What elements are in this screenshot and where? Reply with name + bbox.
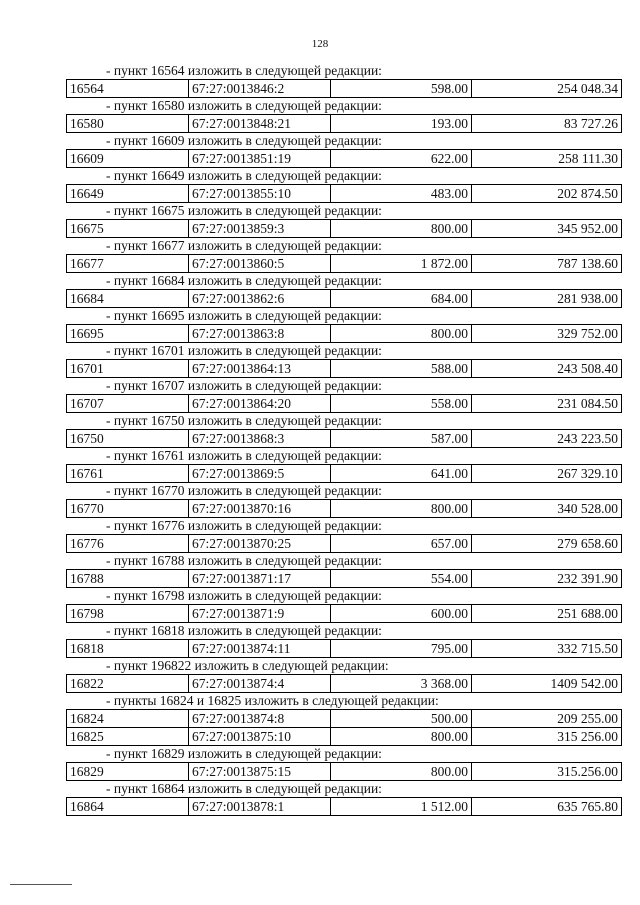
table-row xyxy=(67,535,622,553)
amendment-instruction: - пункт 16864 изложить в следующей редакции: xyxy=(106,781,382,796)
area-cell: 587.00 xyxy=(331,430,472,448)
table-row xyxy=(67,395,622,413)
amendment-table xyxy=(66,499,622,518)
table-row xyxy=(67,675,622,693)
amendment-table xyxy=(66,324,622,343)
cadastral-value-cell: 329 752.00 xyxy=(472,325,622,343)
footnote-separator xyxy=(10,884,72,885)
amendment-instruction: - пункт 16580 изложить в следующей редакции: xyxy=(106,98,382,113)
amendment-instruction: - пункт 16750 изложить в следующей редакции: xyxy=(106,413,382,428)
cadastral-number-cell: 67:27:0013846:2 xyxy=(189,80,331,98)
amendment-instruction: - пункт 16649 изложить в следующей редакции: xyxy=(106,168,382,183)
amendment-instruction: - пункт 16677 изложить в следующей редакции: xyxy=(106,238,382,253)
cadastral-number-cell: 67:27:0013869:5 xyxy=(189,465,331,483)
amendment-table xyxy=(66,429,622,448)
table-row xyxy=(67,115,622,133)
amendment-table xyxy=(66,114,622,133)
amendment-instruction: - пункт 16788 изложить в следующей редакции: xyxy=(106,553,382,568)
cadastral-value-cell: 232 391.90 xyxy=(472,570,622,588)
amendment-table xyxy=(66,534,622,553)
item-number-cell: 16864 xyxy=(67,798,189,816)
amendment-table xyxy=(66,79,622,98)
item-number-cell: 16829 xyxy=(67,763,189,781)
cadastral-number-cell: 67:27:0013874:8 xyxy=(189,710,331,728)
area-cell: 800.00 xyxy=(331,728,472,746)
area-cell: 800.00 xyxy=(331,763,472,781)
item-number-cell: 16580 xyxy=(67,115,189,133)
area-cell: 795.00 xyxy=(331,640,472,658)
area-cell: 641.00 xyxy=(331,465,472,483)
table-row xyxy=(67,80,622,98)
area-cell: 622.00 xyxy=(331,150,472,168)
item-number-cell: 16707 xyxy=(67,395,189,413)
cadastral-number-cell: 67:27:0013870:16 xyxy=(189,500,331,518)
table-row xyxy=(67,710,622,728)
table-row xyxy=(67,360,622,378)
area-cell: 554.00 xyxy=(331,570,472,588)
item-number-cell: 16761 xyxy=(67,465,189,483)
item-number-cell: 16770 xyxy=(67,500,189,518)
cadastral-number-cell: 67:27:0013855:10 xyxy=(189,185,331,203)
amendment-table xyxy=(66,709,622,746)
item-number-cell: 16701 xyxy=(67,360,189,378)
area-cell: 657.00 xyxy=(331,535,472,553)
cadastral-value-cell: 315.256.00 xyxy=(472,763,622,781)
cadastral-value-cell: 787 138.60 xyxy=(472,255,622,273)
area-cell: 3 368.00 xyxy=(331,675,472,693)
item-number-cell: 16649 xyxy=(67,185,189,203)
amendment-instruction: - пункт 16770 изложить в следующей редакции: xyxy=(106,483,382,498)
item-number-cell: 16822 xyxy=(67,675,189,693)
cadastral-value-cell: 345 952.00 xyxy=(472,220,622,238)
amendment-table xyxy=(66,254,622,273)
cadastral-number-cell: 67:27:0013871:9 xyxy=(189,605,331,623)
amendment-instruction: - пункты 16824 и 16825 изложить в следующей редакции: xyxy=(106,693,439,708)
table-row xyxy=(67,500,622,518)
amendment-instruction: - пункт 16701 изложить в следующей редакции: xyxy=(106,343,382,358)
area-cell: 483.00 xyxy=(331,185,472,203)
area-cell: 500.00 xyxy=(331,710,472,728)
area-cell: 558.00 xyxy=(331,395,472,413)
area-cell: 684.00 xyxy=(331,290,472,308)
item-number-cell: 16824 xyxy=(67,710,189,728)
cadastral-value-cell: 267 329.10 xyxy=(472,465,622,483)
cadastral-value-cell: 209 255.00 xyxy=(472,710,622,728)
amendment-instruction: - пункт 16707 изложить в следующей редакции: xyxy=(106,378,382,393)
item-number-cell: 16788 xyxy=(67,570,189,588)
cadastral-value-cell: 1409 542.00 xyxy=(472,675,622,693)
amendment-table xyxy=(66,674,622,693)
item-number-cell: 16677 xyxy=(67,255,189,273)
cadastral-value-cell: 258 111.30 xyxy=(472,150,622,168)
cadastral-number-cell: 67:27:0013878:1 xyxy=(189,798,331,816)
amendment-table xyxy=(66,359,622,378)
table-row xyxy=(67,763,622,781)
table-row xyxy=(67,605,622,623)
amendment-table xyxy=(66,762,622,781)
amendment-table xyxy=(66,149,622,168)
cadastral-number-cell: 67:27:0013862:6 xyxy=(189,290,331,308)
table-row xyxy=(67,798,622,816)
cadastral-value-cell: 243 508.40 xyxy=(472,360,622,378)
cadastral-number-cell: 67:27:0013874:11 xyxy=(189,640,331,658)
cadastral-number-cell: 67:27:0013860:5 xyxy=(189,255,331,273)
cadastral-value-cell: 281 938.00 xyxy=(472,290,622,308)
amendments-list xyxy=(66,63,618,816)
table-row xyxy=(67,255,622,273)
item-number-cell: 16695 xyxy=(67,325,189,343)
cadastral-number-cell: 67:27:0013851:19 xyxy=(189,150,331,168)
cadastral-number-cell: 67:27:0013848:21 xyxy=(189,115,331,133)
amendment-table xyxy=(66,797,622,816)
table-row xyxy=(67,150,622,168)
cadastral-number-cell: 67:27:0013868:3 xyxy=(189,430,331,448)
area-cell: 800.00 xyxy=(331,325,472,343)
amendment-instruction: - пункт 196822 изложить в следующей редакции: xyxy=(106,658,389,673)
area-cell: 600.00 xyxy=(331,605,472,623)
item-number-cell: 16564 xyxy=(67,80,189,98)
cadastral-number-cell: 67:27:0013871:17 xyxy=(189,570,331,588)
amendment-table xyxy=(66,569,622,588)
item-number-cell: 16609 xyxy=(67,150,189,168)
amendment-table xyxy=(66,289,622,308)
table-row xyxy=(67,290,622,308)
area-cell: 1 872.00 xyxy=(331,255,472,273)
cadastral-value-cell: 254 048.34 xyxy=(472,80,622,98)
area-cell: 800.00 xyxy=(331,500,472,518)
item-number-cell: 16825 xyxy=(67,728,189,746)
amendment-table xyxy=(66,219,622,238)
area-cell: 598.00 xyxy=(331,80,472,98)
amendment-table xyxy=(66,464,622,483)
amendment-table xyxy=(66,184,622,203)
cadastral-value-cell: 83 727.26 xyxy=(472,115,622,133)
table-row xyxy=(67,465,622,483)
table-row xyxy=(67,570,622,588)
table-row xyxy=(67,640,622,658)
table-row xyxy=(67,185,622,203)
item-number-cell: 16750 xyxy=(67,430,189,448)
area-cell: 588.00 xyxy=(331,360,472,378)
cadastral-number-cell: 67:27:0013864:13 xyxy=(189,360,331,378)
cadastral-number-cell: 67:27:0013875:15 xyxy=(189,763,331,781)
area-cell: 193.00 xyxy=(331,115,472,133)
table-row xyxy=(67,220,622,238)
amendment-table xyxy=(66,394,622,413)
area-cell: 800.00 xyxy=(331,220,472,238)
table-row xyxy=(67,325,622,343)
area-cell: 1 512.00 xyxy=(331,798,472,816)
cadastral-value-cell: 202 874.50 xyxy=(472,185,622,203)
cadastral-value-cell: 243 223.50 xyxy=(472,430,622,448)
cadastral-number-cell: 67:27:0013863:8 xyxy=(189,325,331,343)
amendment-table xyxy=(66,604,622,623)
cadastral-value-cell: 635 765.80 xyxy=(472,798,622,816)
table-row xyxy=(67,728,622,746)
cadastral-value-cell: 279 658.60 xyxy=(472,535,622,553)
cadastral-number-cell: 67:27:0013864:20 xyxy=(189,395,331,413)
cadastral-value-cell: 251 688.00 xyxy=(472,605,622,623)
amendment-instruction: - пункт 16695 изложить в следующей редакции: xyxy=(106,308,382,323)
table-row xyxy=(67,430,622,448)
cadastral-value-cell: 340 528.00 xyxy=(472,500,622,518)
item-number-cell: 16776 xyxy=(67,535,189,553)
cadastral-number-cell: 67:27:0013859:3 xyxy=(189,220,331,238)
item-number-cell: 16798 xyxy=(67,605,189,623)
amendment-instruction: - пункт 16829 изложить в следующей редакции: xyxy=(106,746,382,761)
cadastral-number-cell: 67:27:0013870:25 xyxy=(189,535,331,553)
amendment-instruction: - пункт 16818 изложить в следующей редакции: xyxy=(106,623,382,638)
amendment-instruction: - пункт 16675 изложить в следующей редакции: xyxy=(106,203,382,218)
cadastral-value-cell: 231 084.50 xyxy=(472,395,622,413)
amendment-table xyxy=(66,639,622,658)
amendment-instruction: - пункт 16684 изложить в следующей редакции: xyxy=(106,273,382,288)
item-number-cell: 16675 xyxy=(67,220,189,238)
item-number-cell: 16818 xyxy=(67,640,189,658)
amendment-instruction: - пункт 16776 изложить в следующей редакции: xyxy=(106,518,382,533)
amendment-instruction: - пункт 16564 изложить в следующей редакции: xyxy=(106,63,382,78)
amendment-instruction: - пункт 16761 изложить в следующей редакции: xyxy=(106,448,382,463)
cadastral-number-cell: 67:27:0013875:10 xyxy=(189,728,331,746)
amendment-instruction: - пункт 16609 изложить в следующей редакции: xyxy=(106,133,382,148)
item-number-cell: 16684 xyxy=(67,290,189,308)
cadastral-number-cell: 67:27:0013874:4 xyxy=(189,675,331,693)
amendment-instruction: - пункт 16798 изложить в следующей редакции: xyxy=(106,588,382,603)
cadastral-value-cell: 332 715.50 xyxy=(472,640,622,658)
page-number: 128 xyxy=(311,38,329,50)
cadastral-value-cell: 315 256.00 xyxy=(472,728,622,746)
